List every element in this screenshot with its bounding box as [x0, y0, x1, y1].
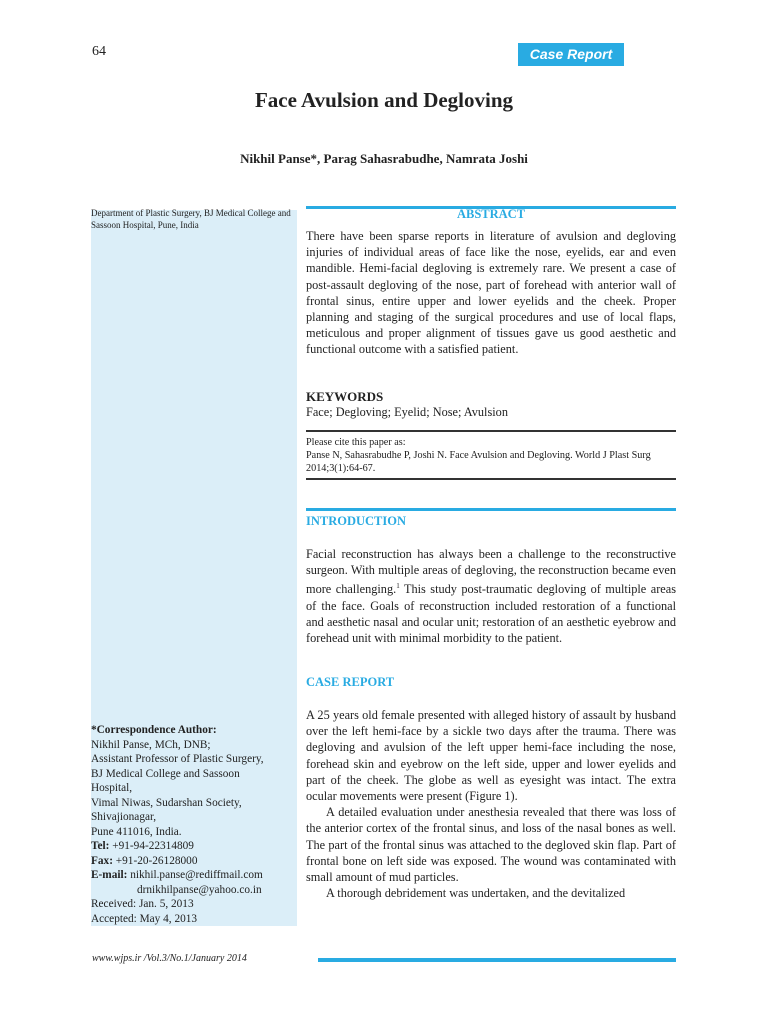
citation-text: Panse N, Sahasrabudhe P, Joshi N. Face Avulsion and Degloving. World J Plast Surg 2014;3(1):64-67. — [306, 450, 651, 474]
article-type-badge: Case Report — [518, 43, 624, 66]
correspondence-line: Assistant Professor of Plastic Surgery, — [91, 753, 264, 765]
citation-top-rule — [306, 430, 676, 432]
abstract-heading: ABSTRACT — [456, 207, 526, 221]
accepted-date: Accepted: May 4, 2013 — [91, 912, 198, 925]
article-title: Face Avulsion and Degloving — [254, 88, 514, 112]
case-report-text — [306, 707, 676, 901]
correspondence-line: Vimal Niwas, Sudarshan Society, — [91, 796, 242, 809]
case-report-paragraph: A thorough debridement was undertaken, and the devitalized — [326, 886, 626, 901]
received-date: Received: Jan. 5, 2013 — [91, 898, 194, 910]
keywords-heading: KEYWORDS — [306, 389, 384, 404]
citation-block — [306, 436, 676, 475]
correspondence-line: Hospital, — [91, 782, 133, 794]
fax-value: +91-20-26128000 — [112, 854, 198, 867]
introduction-heading: INTRODUCTION — [306, 514, 407, 528]
reference-marker: 1 — [396, 582, 400, 591]
correspondence-line: BJ Medical College and Sassoon — [91, 767, 240, 780]
case-report-paragraph: A 25 years old female presented with alleged history of assault by husband over the left hemi-face by a sickle two days after the trauma. There was degloving and avulsion of the left upper hemi-face including the nose, forehead skin and eyebrow on the left side, upper and lower eyelids and part of the cheek. The globe as well as eyesight was intact. The extra ocular movements were present (Figure 1). — [306, 708, 676, 804]
email-secondary[interactable]: drnikhilpanse@yahoo.co.in — [137, 883, 262, 896]
case-report-paragraph: A detailed evaluation under anesthesia revealed that there was loss of the anterior cortex of the frontal sinus, and loss of the nasal bones as well. The part of the frontal sinus was attached to the degloved skin flap. Part of frontal bone on left side was exposed. The wound was contaminated with small amount of mud particles. — [306, 805, 676, 885]
email-label: E-mail: — [91, 869, 128, 881]
citation-bottom-rule — [306, 478, 676, 480]
email-value[interactable]: nikhil.panse@rediffmail.com — [127, 869, 263, 881]
affiliation: Department of Plastic Surgery, BJ Medical College and Sassoon Hospital, Pune, India — [91, 208, 291, 230]
footer-rule — [318, 958, 676, 962]
author-list: Nikhil Panse*, Parag Sahasrabudhe, Namrata Joshi — [240, 151, 528, 166]
correspondence-line: Pune 411016, India. — [91, 825, 182, 838]
correspondence-line: Shivajionagar, — [91, 811, 157, 823]
introduction-text — [306, 546, 676, 646]
page-number: 64 — [92, 44, 106, 59]
citation-label: Please cite this paper as: — [306, 437, 406, 448]
footer-journal-info: www.wjps.ir /Vol.3/No.1/January 2014 — [92, 953, 247, 964]
telephone-label: Tel: — [91, 840, 110, 852]
correspondence-heading: *Correspondence Author: — [91, 724, 217, 736]
introduction-text-part: Facial reconstruction has always been a challenge to the reconstructive surgeon. With multiple areas of degloving, the reconstruction became even more challenging. — [306, 547, 676, 597]
case-report-heading: CASE REPORT — [306, 675, 395, 689]
telephone-value: +91-94-22314809 — [109, 840, 194, 852]
fax-label: Fax: — [91, 854, 113, 867]
abstract-text: There have been sparse reports in literature of avulsion and degloving injuries of individual areas of face like the nose, eyelids, ear and even mandible. Hemi-facial degloving is extremely rare. We present a case of post-assault degloving of the nose, part of forehead with anterior wall of frontal sinus, entire upper and lower eyelids and the cheek. Proper planning and staging of the surgical procedures and use of local flaps, meticulous and proper alignment of tissues gave us good aesthetic and functional outcome with a satisfied patient. — [306, 229, 676, 357]
correspondence-block — [91, 723, 297, 926]
email — [91, 868, 297, 883]
correspondence-line: Nikhil Panse, MCh, DNB; — [91, 738, 211, 751]
fax — [91, 854, 297, 869]
introduction-text-part: This study post-traumatic degloving of multiple areas of the face. Goals of reconstruction included restoration of a functional and aesthetic nasal and ocular unit; restoration of an aesthetic eyebrow and forehead unit with minimal morbidity to the patient. — [306, 582, 677, 646]
keywords-text: Face; Degloving; Eyelid; Nose; Avulsion — [306, 405, 508, 419]
introduction-top-rule — [306, 508, 676, 511]
telephone — [91, 839, 297, 854]
